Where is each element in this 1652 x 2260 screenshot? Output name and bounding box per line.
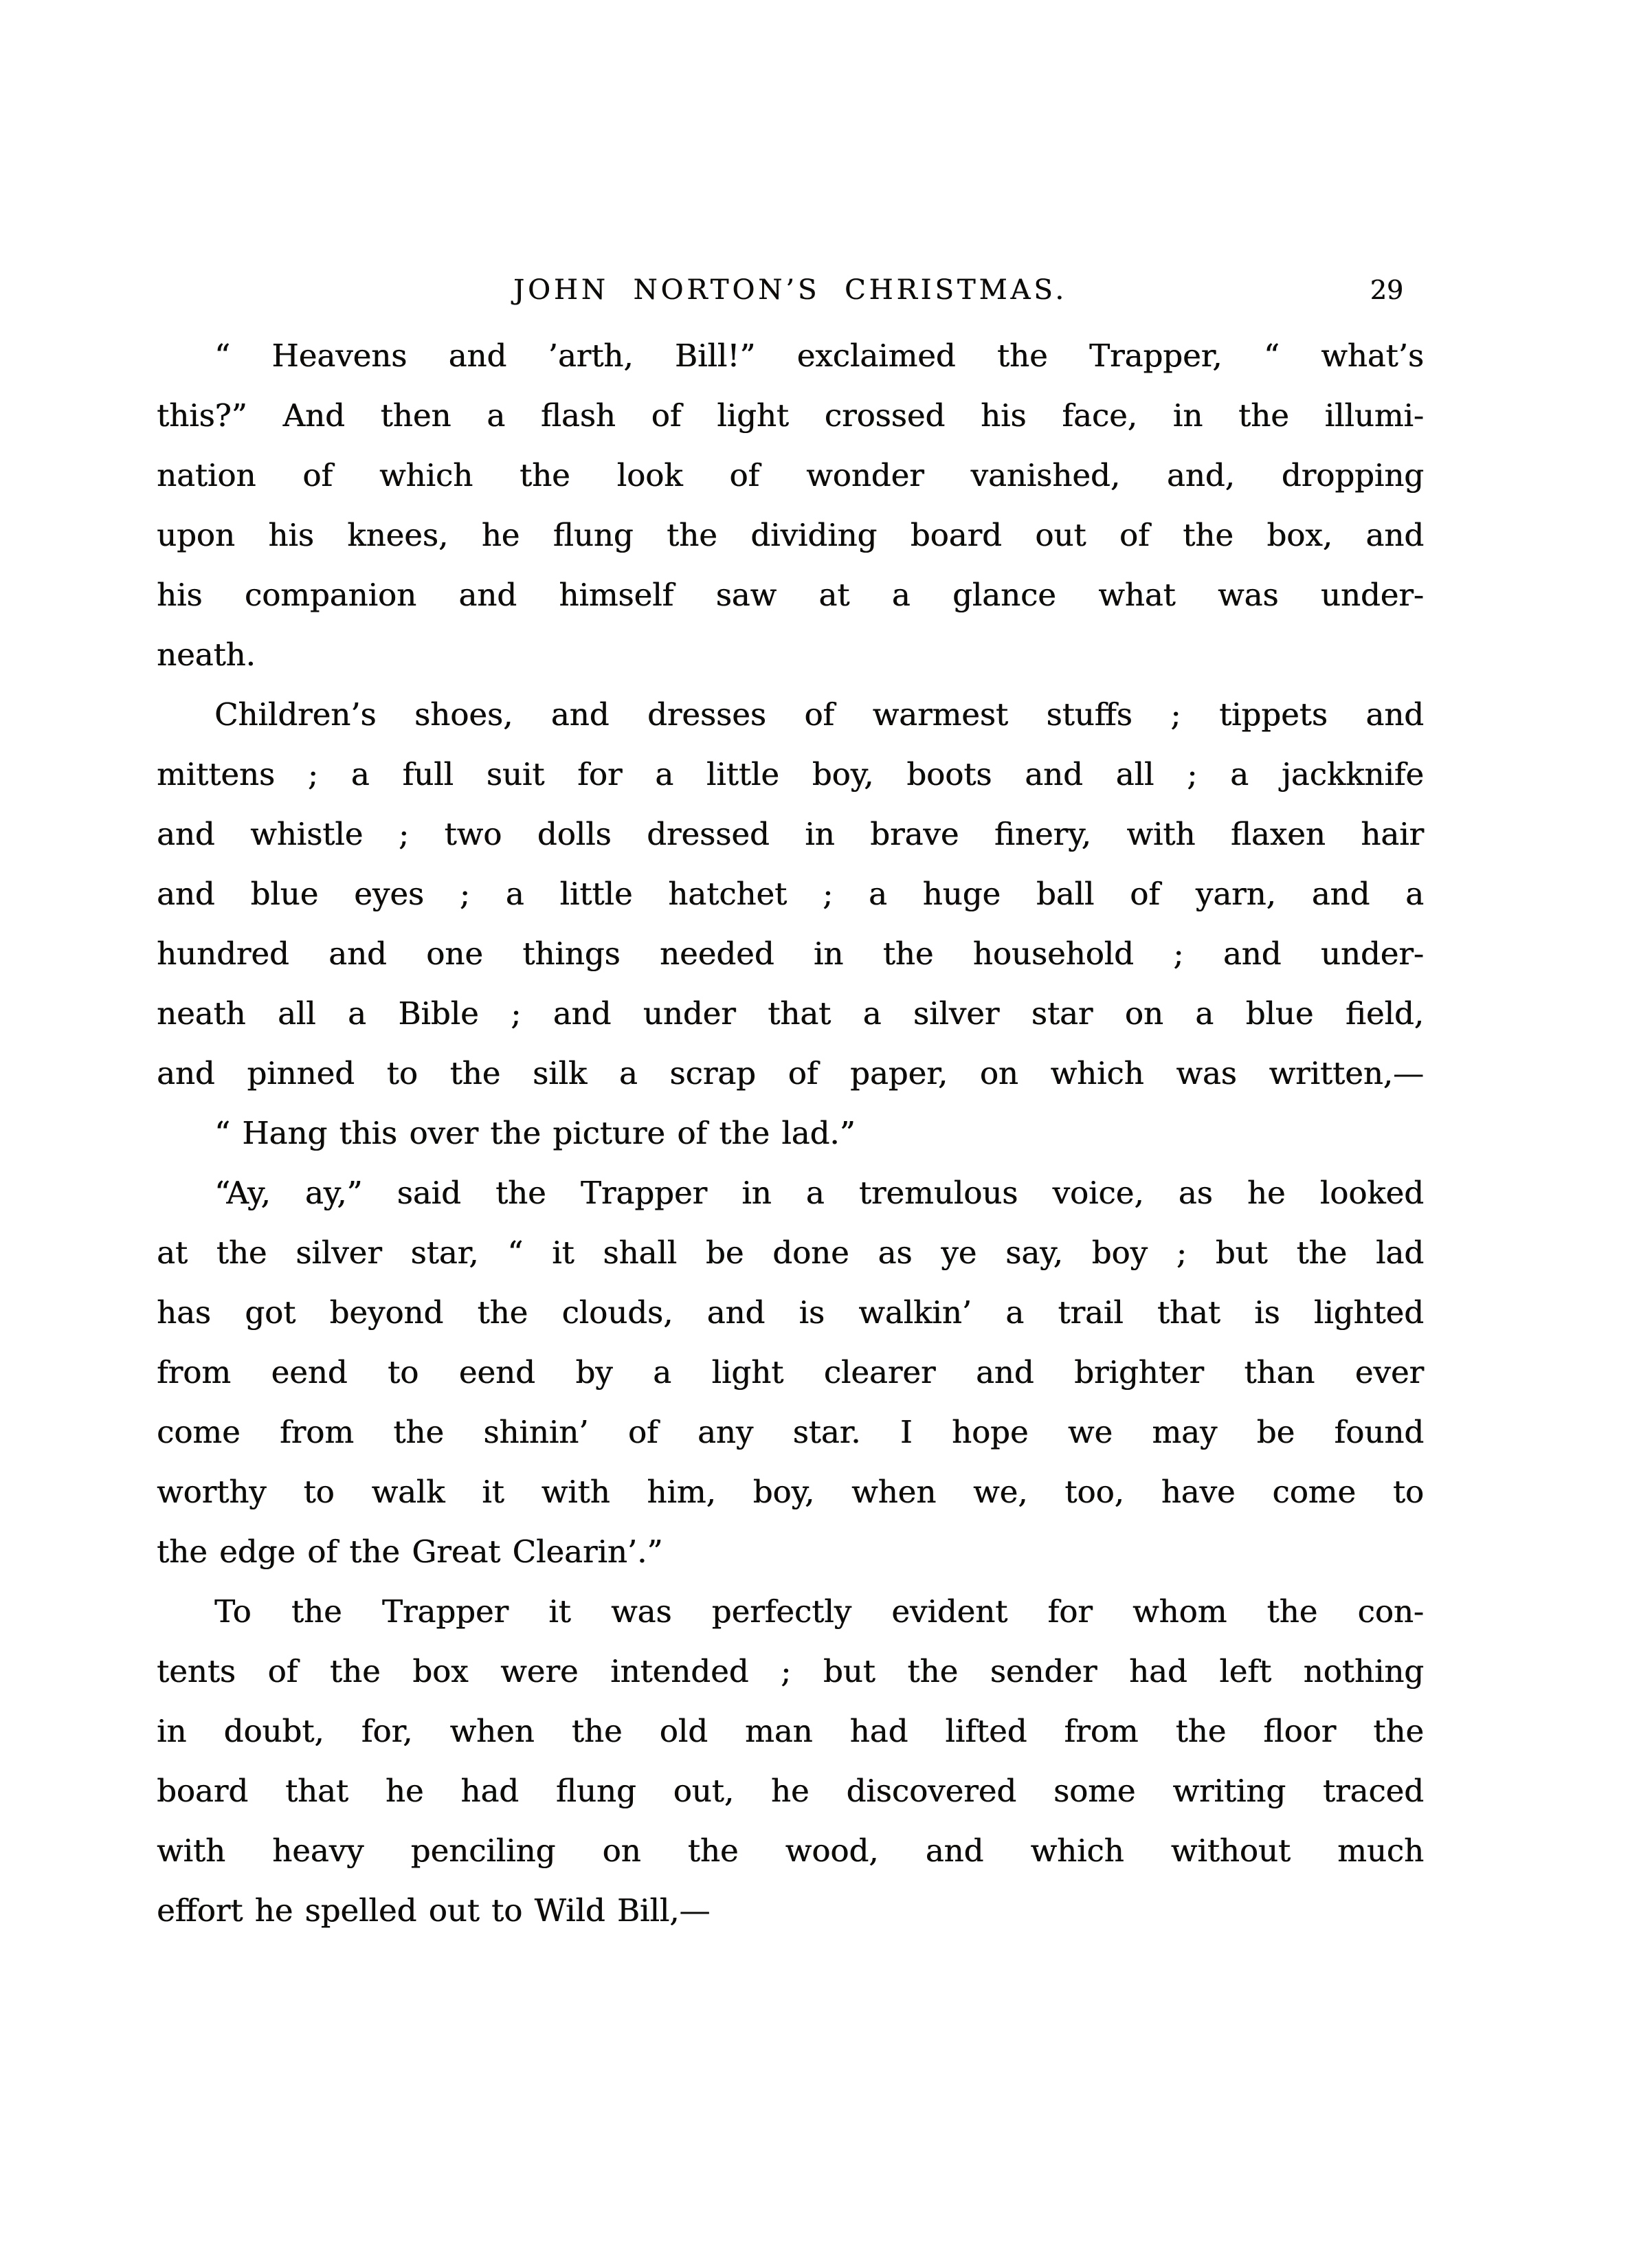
paragraph [157,326,1424,685]
text-line: in doubt, for, when the old man had lifted from the floor the [157,1713,1424,1749]
text-line: neath all a Bible ; and under that a silver star on a blue field, [157,995,1424,1032]
text-line: hundred and one things needed in the household ; and under- [157,935,1424,972]
text-line: at the silver star, “ it shall be done as ye say, boy ; but the lad [157,1234,1424,1271]
text-line: To the Trapper it was perfectly evident for whom the con- [214,1593,1424,1630]
text-line: with heavy penciling on the wood, and which without much [157,1832,1424,1869]
text-line: neath. [157,636,256,673]
page-number: 29 [1370,275,1403,305]
text-line: nation of which the look of wonder vanished, and, dropping [157,457,1424,494]
text-line: and pinned to the silk a scrap of paper, on which was written,— [157,1055,1424,1092]
text-line: his companion and himself saw at a glance what was under- [157,577,1424,613]
text-line: the edge of the Great Clearin’.” [157,1533,663,1570]
text-line: this?” And then a flash of light crossed his face, in the illumi- [157,397,1424,434]
text-line: “Ay, ay,” said the Trapper in a tremulous voice, as he looked [214,1175,1424,1211]
text-line: upon his knees, he flung the dividing board out of the box, and [157,517,1424,553]
text-line: board that he had flung out, he discovered some writing traced [157,1773,1424,1809]
text-line: come from the shinin’ of any star. I hope we may be found [157,1414,1424,1450]
text-line: “ Hang this over the picture of the lad.” [214,1115,856,1151]
text-line: “ Heavens and ’arth, Bill!” exclaimed the Trapper, “ what’s [214,337,1424,374]
text-line: Children’s shoes, and dresses of warmest stuffs ; tippets and [214,696,1424,733]
text-line: tents of the box were intended ; but the sender had left nothing [157,1653,1424,1690]
text-line: has got beyond the clouds, and is walkin’ a trail that is lighted [157,1294,1424,1331]
paragraph [157,1163,1424,1582]
text-line: and whistle ; two dolls dressed in brave finery, with flaxen hair [157,816,1424,852]
text-line: worthy to walk it with him, boy, when we, too, have come to [157,1474,1424,1510]
text-line: and blue eyes ; a little hatchet ; a huge ball of yarn, and a [157,876,1424,912]
paragraph [157,1103,1424,1163]
text-line: from eend to eend by a light clearer and brighter than ever [157,1354,1424,1391]
running-header [157,271,1424,309]
page-title: JOHN NORTON’S CHRISTMAS. [513,274,1067,306]
text-line: effort he spelled out to Wild Bill,— [157,1892,711,1929]
paragraph [157,1582,1424,1940]
paragraph [157,685,1424,1103]
text-line: mittens ; a full suit for a little boy, boots and all ; a jackknife [157,756,1424,793]
body-text [157,326,1424,1940]
